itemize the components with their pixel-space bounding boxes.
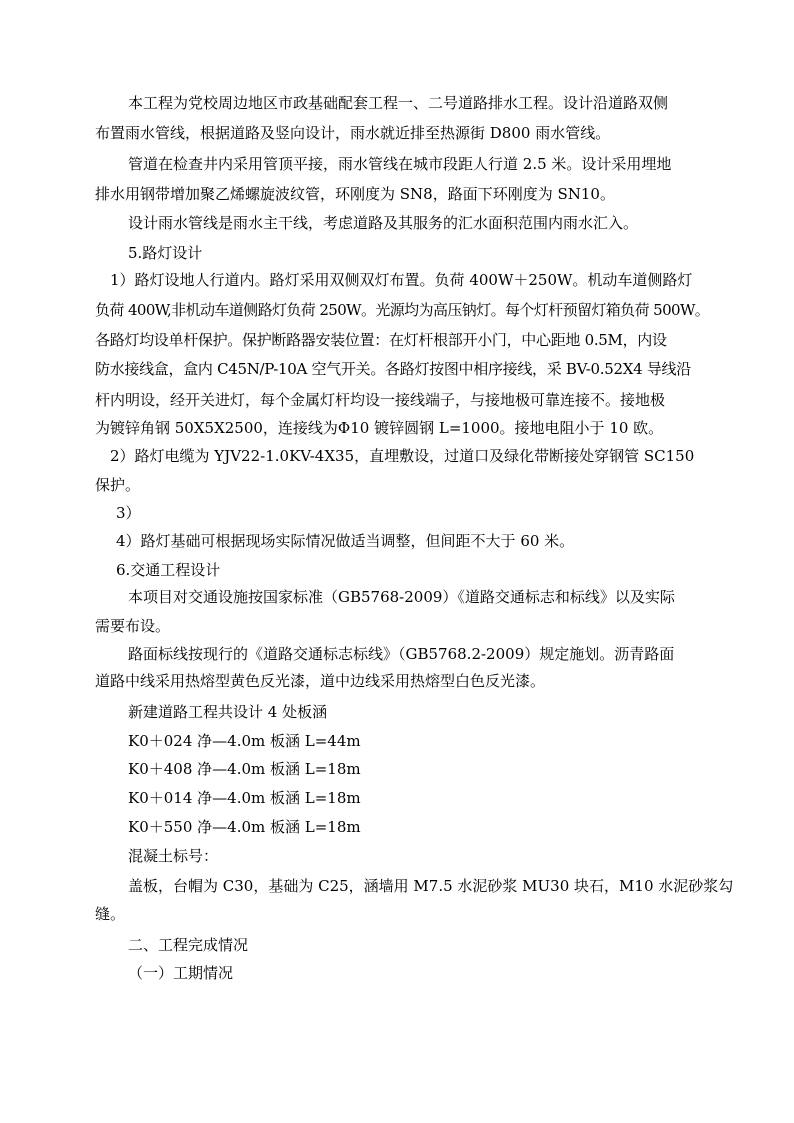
section-heading: 5.路灯设计 <box>128 244 203 262</box>
paragraph-line: 设计雨水管线是雨水主干线，考虑道路及其服务的汇水面积范围内雨水汇入。 <box>128 214 639 232</box>
paragraph-line: 本工程为党校周边地区市政基础配套工程一、二号道路排水工程。设计沿道路双侧 <box>128 94 669 112</box>
section-heading: 6.交通工程设计 <box>116 561 221 579</box>
paragraph-line: 排水用钢带增加聚乙烯螺旋波纹管，环刚度为 SN8，路面下环刚度为 SN10。 <box>95 185 615 203</box>
paragraph-line: 路面标线按现行的《道路交通标志标线》（GB5768.2-2009）规定施划。沥青路面 <box>128 645 675 663</box>
paragraph-line: 杆内明设，经开关进灯，每个金属灯杆均设一接线端子，与接地极可靠连接不。接地极 <box>95 391 666 409</box>
paragraph-line: 需要布设。 <box>95 617 171 635</box>
paragraph-line: 布置雨水管线，根据道路及竖向设计，雨水就近排至热源街 D800 雨水管线。 <box>95 124 611 142</box>
culvert-item: K0＋550 净—4.0m 板涵 L=18m <box>128 818 361 836</box>
paragraph-line: 盖板，台帽为 C30，基础为 C25，涵墙用 M7.5 水泥砂浆 MU30 块石，M10 水泥砂浆勾 <box>128 877 734 895</box>
paragraph-line: 3） <box>116 504 141 522</box>
paragraph-line: 4）路灯基础可根据现场实际情况做适当调整，但间距不大于 60 米。 <box>116 532 575 550</box>
paragraph-line: 新建道路工程共设计 4 处板涵 <box>128 703 328 721</box>
paragraph-line: 1）路灯设地人行道内。路灯采用双侧双灯布置。负荷 400W＋250W。机动车道侧路灯 <box>110 271 693 289</box>
paragraph-line: 负荷 400W,非机动车道侧路灯负荷 250W。光源均为高压钠灯。每个灯杆预留灯箱负荷 500W。 <box>95 301 710 319</box>
paragraph-line: 为镀锌角钢 50X5X2500，连接线为Φ10 镀锌圆钢 L=1000。接地电阻小于 10 欧。 <box>95 419 664 437</box>
section-heading: 二、工程完成情况 <box>128 936 249 954</box>
paragraph-line: 保护。 <box>95 476 141 494</box>
paragraph-line: 本项目对交通设施按国家标准（GB5768-2009）《道路交通标志和标线》以及实际 <box>128 588 675 606</box>
subsection-heading: （一）工期情况 <box>128 964 234 982</box>
culvert-item: K0＋014 净—4.0m 板涵 L=18m <box>128 789 361 807</box>
paragraph-line: 缝。 <box>95 905 126 923</box>
culvert-item: K0＋024 净—4.0m 板涵 L=44m <box>128 732 361 750</box>
culvert-item: K0＋408 净—4.0m 板涵 L=18m <box>128 760 361 778</box>
paragraph-line: 2）路灯电缆为 YJV22-1.0KV-4X35，直埋敷设，过道口及绿化带断接处穿钢管 SC150 <box>110 447 695 465</box>
paragraph-line: 道路中线采用热熔型黄色反光漆，道中边线采用热熔型白色反光漆。 <box>95 672 546 690</box>
paragraph-line: 混凝土标号： <box>128 847 219 865</box>
paragraph-line: 各路灯均设单杆保护。保护断路器安装位置：在灯杆根部开小门，中心距地 0.5M，内设 <box>95 331 667 349</box>
paragraph-line: 管道在检查井内采用管顶平接，雨水管线在城市段距人行道 2.5 米。设计采用埋地 <box>128 155 672 173</box>
paragraph-line: 防水接线盒，盒内 C45N/P-10A 空气开关。各路灯按图中相序接线，采 BV-0.52X4 导线沿 <box>95 360 691 378</box>
